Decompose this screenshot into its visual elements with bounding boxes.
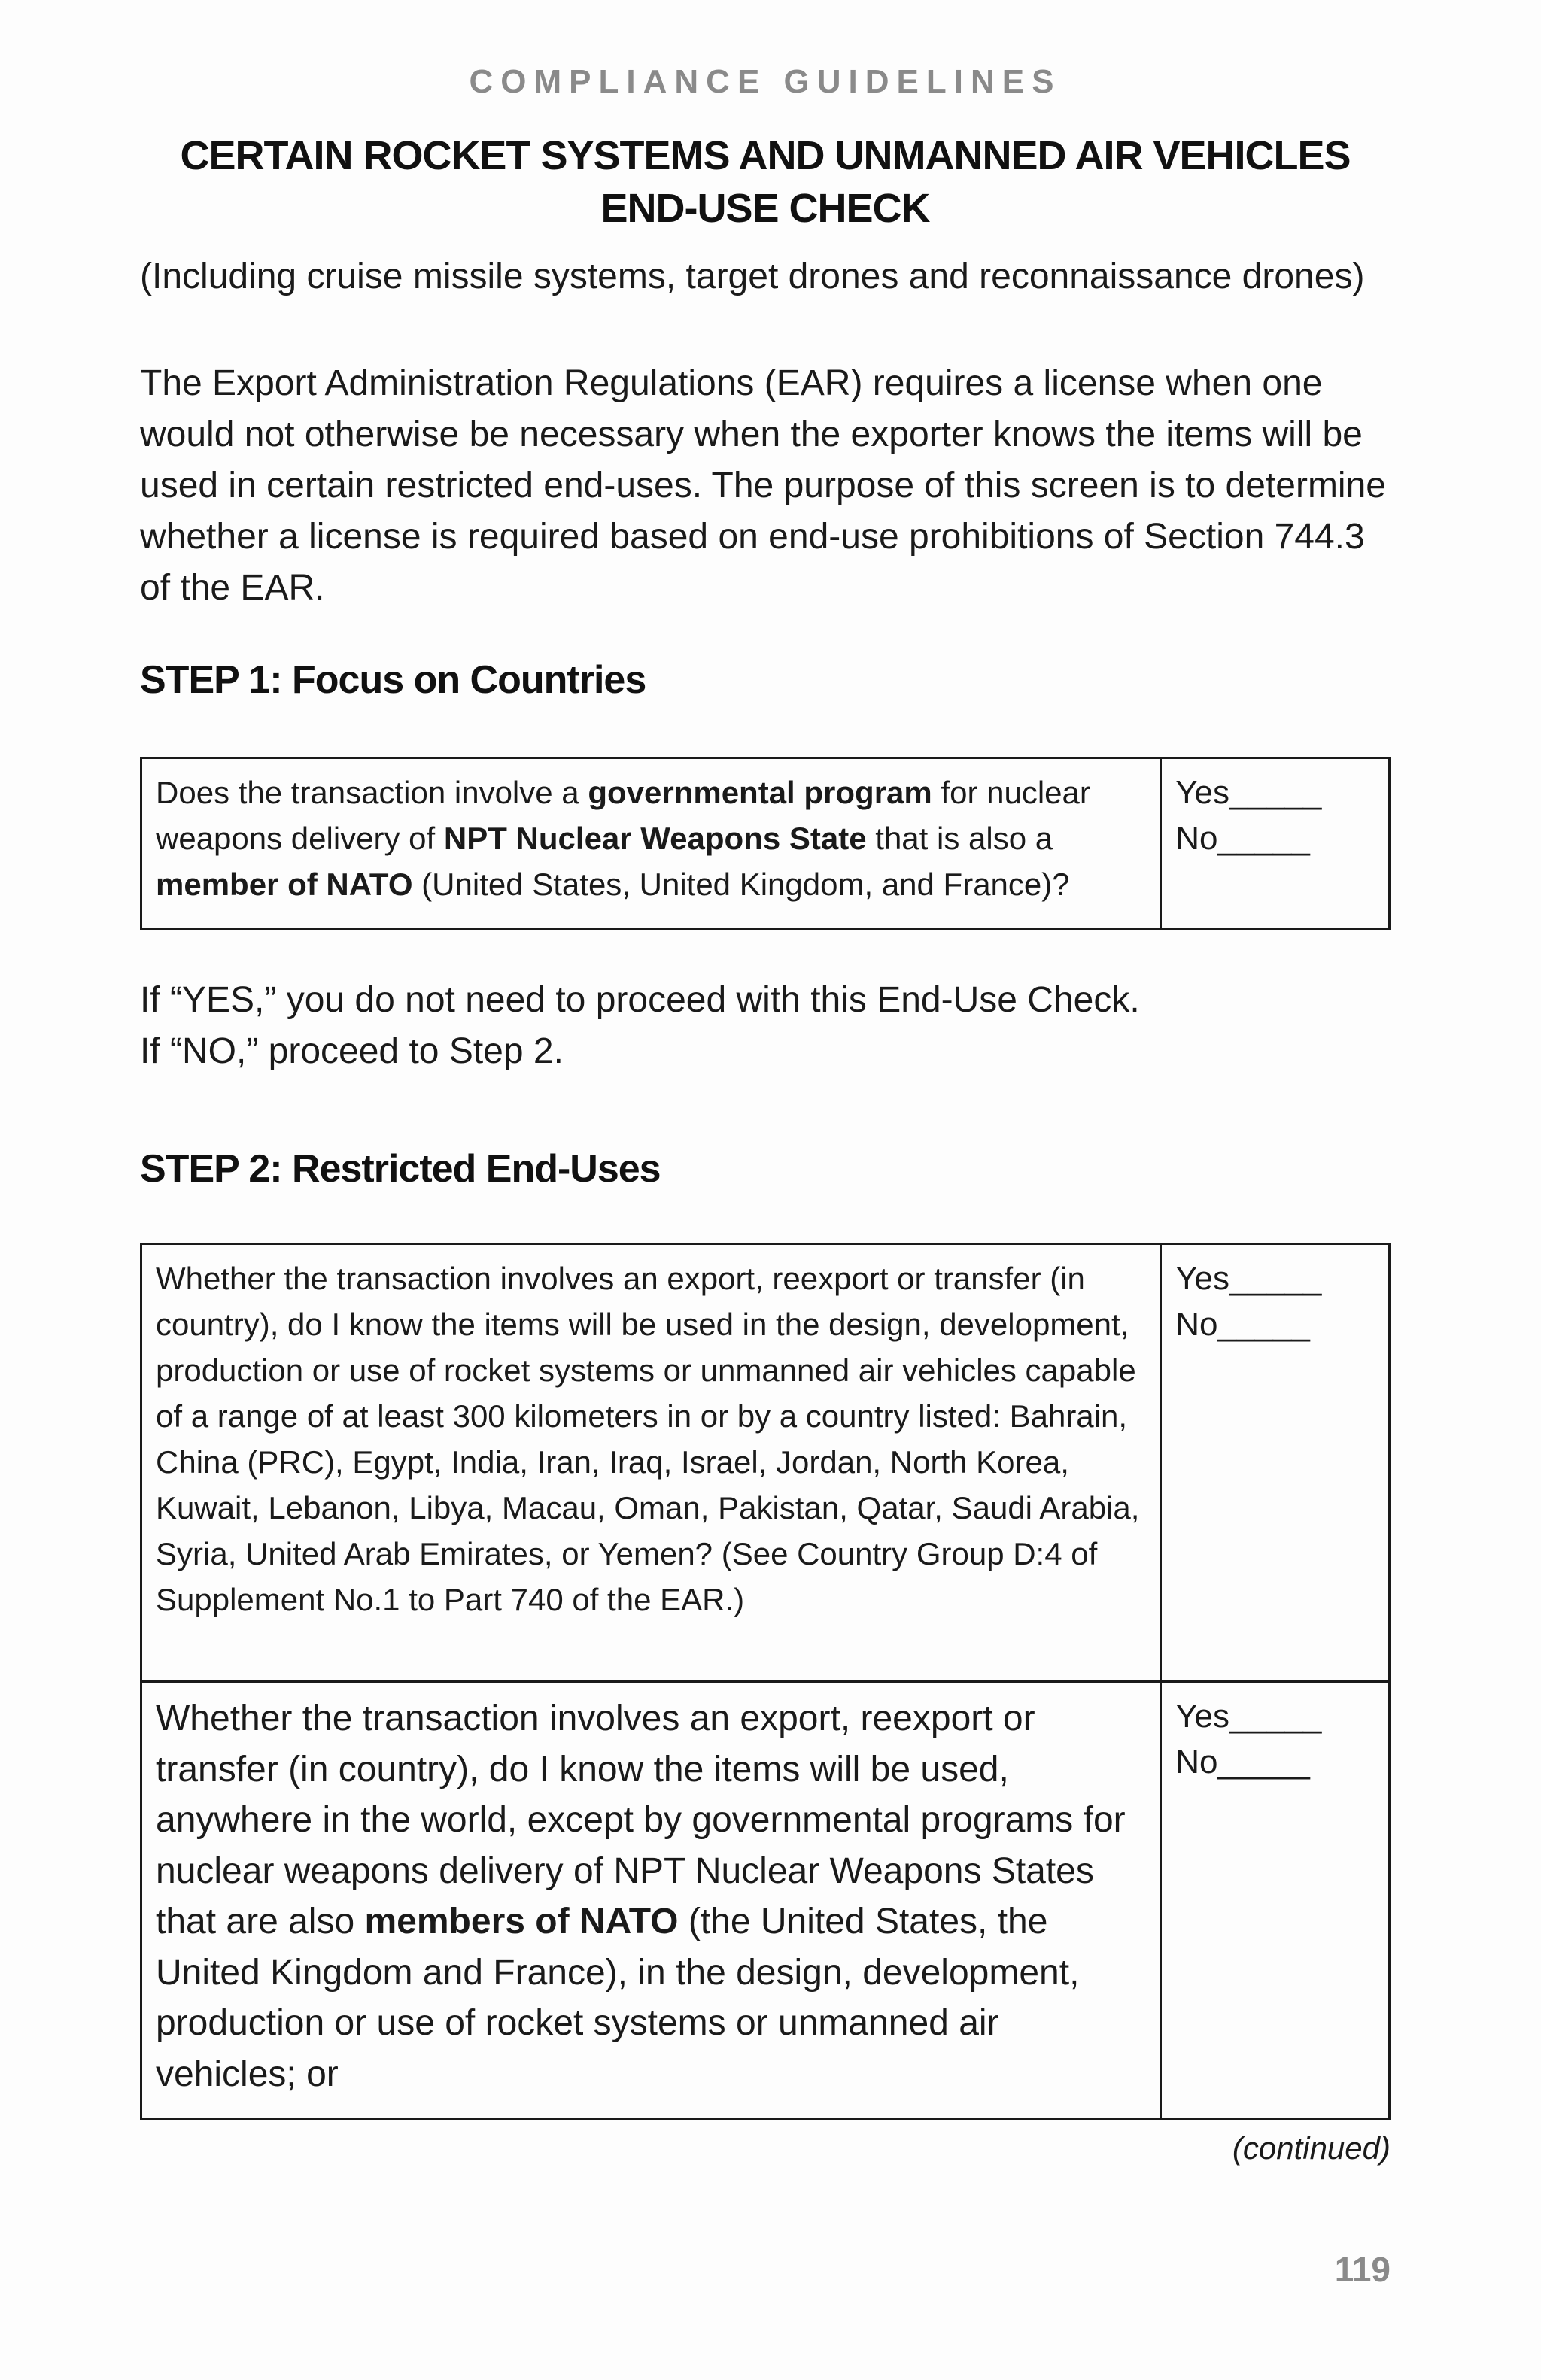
no-blank[interactable]: No_____ xyxy=(1175,820,1310,857)
step2-question-2 xyxy=(141,1682,1161,2120)
no-blank[interactable]: No_____ xyxy=(1175,1306,1310,1343)
q-text: that is also a xyxy=(866,821,1053,856)
step1-question xyxy=(141,758,1161,930)
q-bold: governmental program xyxy=(588,775,932,810)
answer-cell xyxy=(1161,1244,1390,1682)
answer-cell xyxy=(1161,758,1390,930)
section-label: COMPLIANCE GUIDELINES xyxy=(469,63,1062,100)
step2-question-1: Whether the transaction involves an export, reexport or transfer (in country), do I know the items will be used in the design, development, production or use of rocket systems or unmanned air vehicles capable of a range of at least 300 kilometers in or by a country listed: Bahrain, China (PRC), Egypt, India, Iran, Iraq, Israel, Jordan, North Korea, Kuwait, Lebanon, Libya, Macau, Oman, Pakistan, Qatar, Saudi Arabia, Syria, United Arab Emirates, or Yemen? (See Country Group D:4 of Supplement No.1 to Part 740 of the EAR.) xyxy=(141,1244,1161,1682)
yes-blank[interactable]: Yes_____ xyxy=(1175,774,1322,811)
yes-blank[interactable]: Yes_____ xyxy=(1175,1698,1322,1735)
q-text: (United States, United Kingdom, and France)? xyxy=(412,867,1070,902)
title-line-2: END-USE CHECK xyxy=(600,186,930,231)
q-text: Does the transaction involve a xyxy=(156,775,588,810)
yes-blank[interactable]: Yes_____ xyxy=(1175,1260,1322,1297)
no-blank[interactable]: No_____ xyxy=(1175,1744,1310,1780)
table-row xyxy=(141,758,1390,930)
step1-heading: STEP 1: Focus on Countries xyxy=(140,658,646,702)
page-number: 119 xyxy=(1334,2250,1391,2289)
step1-instructions xyxy=(140,975,1391,1077)
q-bold: NPT Nuclear Weapons State xyxy=(443,821,867,856)
step1-table xyxy=(140,757,1391,930)
step2-heading: STEP 2: Restricted End-Uses xyxy=(140,1147,661,1191)
q-text: for nuclear weapons delivery of xyxy=(156,775,1090,856)
table-row xyxy=(141,1244,1390,1682)
if-no-text: If “NO,” proceed to Step 2. xyxy=(140,1031,564,1071)
q-bold: member of NATO xyxy=(156,867,413,902)
q-text: Whether the transaction involves an export, reexport or transfer (in country), do I know the items will be used, anywhere in the world, except by governmental programs for nuclear weapons delivery of NPT Nuclear Weapons States that are also xyxy=(156,1698,1126,1941)
page-subtitle: (Including cruise missile systems, target drones and reconnaissance drones) xyxy=(140,257,1365,296)
table-row xyxy=(141,1682,1390,2120)
continued-note: (continued) xyxy=(1232,2130,1391,2166)
if-yes-text: If “YES,” you do not need to proceed with this End-Use Check. xyxy=(140,980,1140,1020)
page-title xyxy=(140,129,1391,235)
step2-table xyxy=(140,1243,1391,2120)
answer-cell xyxy=(1161,1682,1390,2120)
q-text: (the United States, the United Kingdom and France), in the design, development, production or use of rocket systems or unmanned air vehicles; or xyxy=(156,1902,1080,2094)
q-bold: members of NATO xyxy=(364,1902,679,1941)
intro-paragraph: The Export Administration Regulations (EAR) requires a license when one would not otherwise be necessary when the exporter knows the items will be used in certain restricted end-uses. The purpose of this screen is to determine whether a license is required based on end-use prohibitions of Section 744.3 of the EAR. xyxy=(140,363,1386,608)
title-line-1: CERTAIN ROCKET SYSTEMS AND UNMANNED AIR VEHICLES xyxy=(180,133,1351,178)
